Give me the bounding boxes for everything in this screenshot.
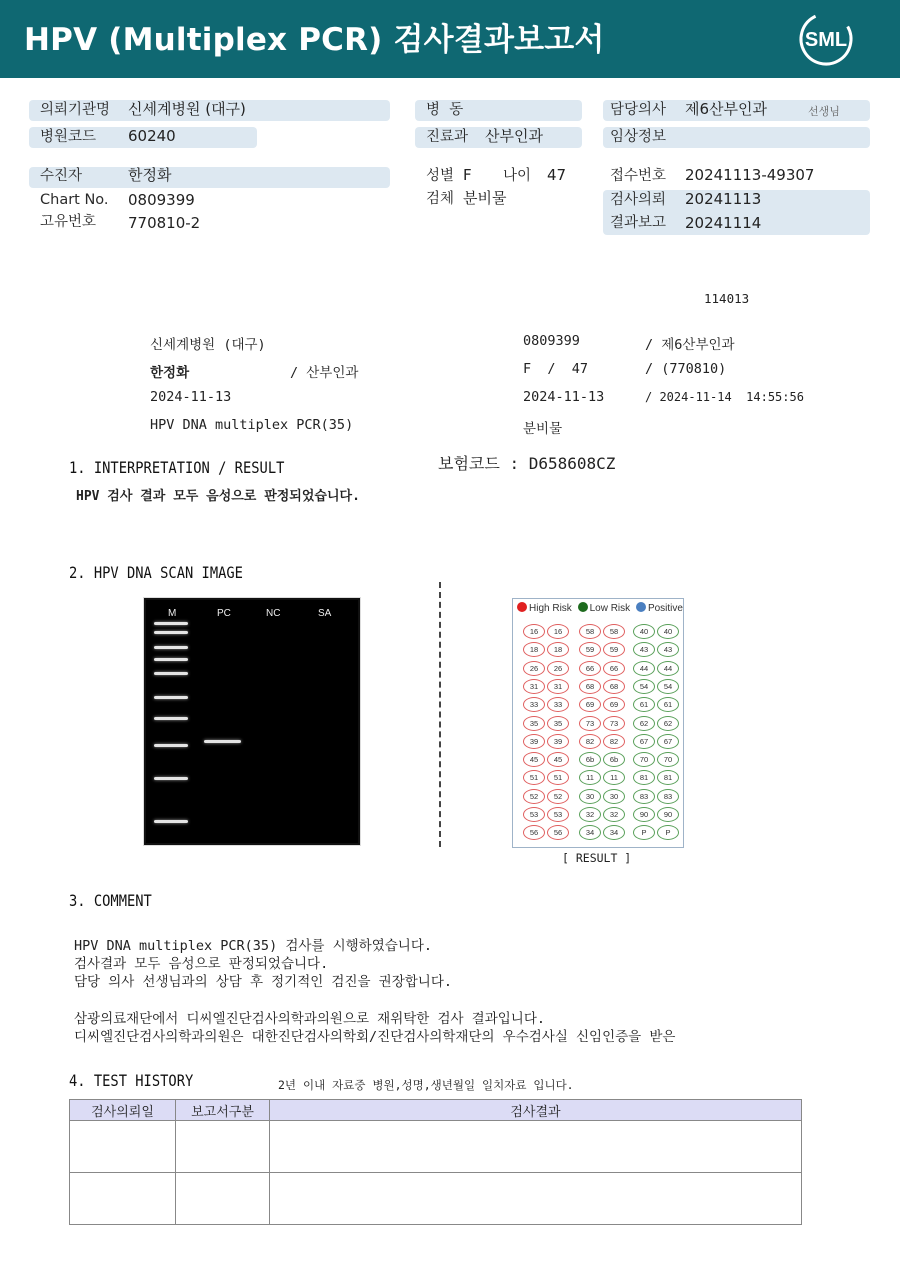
summary-sex-age: F / 47 xyxy=(523,361,589,377)
hpv-type-oval: 59 xyxy=(579,642,601,657)
hpv-type-oval: 52 xyxy=(523,789,545,804)
hpv-type-oval: 90 xyxy=(633,807,655,822)
sex-value: F xyxy=(463,166,472,184)
hpv-type-oval: 70 xyxy=(657,752,679,767)
hpv-type-oval: 11 xyxy=(603,770,625,785)
institution-value: 신세계병원 (대구) xyxy=(128,100,246,118)
comment-line: 삼광의료재단에서 디씨엘진단검사의학과의원으로 재위탁한 검사 결과입니다. xyxy=(74,1011,545,1027)
chart-value: 0809399 xyxy=(128,191,195,209)
uid-label: 고유번호 xyxy=(40,214,97,230)
hpv-type-oval: 11 xyxy=(579,770,601,785)
pc-band xyxy=(204,740,241,743)
specimen-value: 분비물 xyxy=(463,189,507,207)
doctor-value: 제6산부인과 xyxy=(685,100,767,118)
age-value: 47 xyxy=(547,166,567,184)
hpv-type-oval: 6b xyxy=(603,752,625,767)
positive-dot-icon xyxy=(636,602,646,612)
legend-high-risk: High Risk xyxy=(529,603,572,614)
reception-label: 접수번호 xyxy=(610,168,667,184)
hpv-type-oval: 44 xyxy=(633,661,655,676)
hpv-type-oval: 68 xyxy=(579,679,601,694)
age-label: 나이 xyxy=(503,168,532,184)
insurance-code: 보험코드 : D658608CZ xyxy=(438,454,616,473)
hpv-type-oval: 40 xyxy=(657,624,679,639)
legend-positive: Positive xyxy=(647,603,683,614)
section-1-title: 1. INTERPRETATION / RESULT xyxy=(69,458,285,477)
low-risk-dot-icon xyxy=(578,602,588,612)
hpv-type-oval: 52 xyxy=(547,789,569,804)
summary-doctor: / 제6산부인과 xyxy=(645,337,735,353)
hpv-type-oval: 67 xyxy=(633,734,655,749)
hpv-type-oval: 83 xyxy=(657,789,679,804)
hpv-type-oval: 39 xyxy=(547,734,569,749)
high-risk-dot-icon xyxy=(517,602,527,612)
interpretation-text: HPV 검사 결과 모두 음성으로 판정되었습니다. xyxy=(76,489,360,504)
comment-line: HPV DNA multiplex PCR(35) 검사를 시행하였습니다. xyxy=(74,938,432,954)
clinical-label: 임상정보 xyxy=(610,129,667,145)
col-report-type: 보고서구분 xyxy=(176,1100,270,1121)
gel-image xyxy=(144,598,360,845)
doctor-suffix: 선생님 xyxy=(808,105,840,118)
summary-patient: 한정화 xyxy=(150,365,190,381)
marker-band xyxy=(154,777,188,780)
test-history-table xyxy=(69,1099,802,1225)
ward-label: 병 동 xyxy=(426,102,464,118)
hpv-type-oval: 69 xyxy=(603,697,625,712)
marker-band xyxy=(154,717,188,720)
section-3-title: 3. COMMENT xyxy=(69,891,152,910)
hpv-type-oval: 69 xyxy=(579,697,601,712)
col-result: 검사결과 xyxy=(270,1100,802,1121)
patient-value: 한정화 xyxy=(128,166,172,184)
section-2-title: 2. HPV DNA SCAN IMAGE xyxy=(69,563,243,582)
hpv-type-oval: 45 xyxy=(523,752,545,767)
reception-value: 20241113-49307 xyxy=(685,166,815,184)
hpv-type-oval: 58 xyxy=(603,624,625,639)
summary-code: 114013 xyxy=(704,291,750,306)
summary-hospital: 신세계병원 (대구) xyxy=(150,337,266,353)
hpv-type-oval: 43 xyxy=(633,642,655,657)
hpv-type-oval: P xyxy=(657,825,679,840)
chart-label: Chart No. xyxy=(40,192,109,208)
hpv-type-oval: 34 xyxy=(603,825,625,840)
result-panel xyxy=(512,598,684,848)
hpv-type-oval: 45 xyxy=(547,752,569,767)
specimen-label: 검체 xyxy=(426,191,455,207)
hpv-type-oval: 59 xyxy=(603,642,625,657)
hpv-type-oval: 53 xyxy=(523,807,545,822)
uid-value: 770810-2 xyxy=(128,214,201,232)
report-header xyxy=(0,0,900,78)
request-date-value: 20241113 xyxy=(685,190,762,208)
marker-band xyxy=(154,646,188,649)
dept-label: 진료과 xyxy=(426,129,469,145)
summary-datetime: / 2024-11-14 14:55:56 xyxy=(645,390,804,404)
table-header-row xyxy=(70,1100,802,1121)
hpv-type-oval: 83 xyxy=(633,789,655,804)
hpv-type-oval: 61 xyxy=(657,697,679,712)
request-date-label: 검사의뢰 xyxy=(610,192,667,208)
hpv-type-oval: 68 xyxy=(603,679,625,694)
hpv-type-oval: 32 xyxy=(579,807,601,822)
gel-lane-label: M xyxy=(168,608,177,619)
hpv-type-oval: 81 xyxy=(657,770,679,785)
hpv-type-oval: 73 xyxy=(579,716,601,731)
hpv-type-oval: 26 xyxy=(523,661,545,676)
hpv-type-oval: 62 xyxy=(633,716,655,731)
hpv-type-oval: 81 xyxy=(633,770,655,785)
divider-dashed xyxy=(439,582,441,847)
hpv-type-oval: 90 xyxy=(657,807,679,822)
hpv-type-oval: 33 xyxy=(523,697,545,712)
gel-lane-label: SA xyxy=(318,608,332,619)
hpv-type-oval: 16 xyxy=(547,624,569,639)
hpv-type-oval: 54 xyxy=(657,679,679,694)
marker-band xyxy=(154,622,188,625)
col-request-date: 검사의뢰일 xyxy=(70,1100,176,1121)
report-title: HPV (Multiplex PCR) 검사결과보고서 xyxy=(24,22,605,58)
hpv-type-oval: 40 xyxy=(633,624,655,639)
hpv-type-oval: 33 xyxy=(547,697,569,712)
hpv-type-oval: 54 xyxy=(633,679,655,694)
comment-line: 검사결과 모두 음성으로 판정되었습니다. xyxy=(74,956,329,972)
marker-band xyxy=(154,820,188,823)
logo-text: SML xyxy=(804,29,848,51)
hpv-type-oval: 56 xyxy=(523,825,545,840)
gel-lane-label: NC xyxy=(266,608,281,619)
hpv-type-oval: 31 xyxy=(523,679,545,694)
comment-line: 담당 의사 선생님과의 상담 후 정기적인 검진을 권장합니다. xyxy=(74,974,453,990)
result-legend xyxy=(517,602,683,614)
hpv-type-oval: 30 xyxy=(579,789,601,804)
summary-test: HPV DNA multiplex PCR(35) xyxy=(150,417,354,433)
hpv-type-oval: 16 xyxy=(523,624,545,639)
marker-band xyxy=(154,658,188,661)
marker-band xyxy=(154,672,188,675)
hpv-type-oval: 66 xyxy=(603,661,625,676)
hpv-type-oval: 35 xyxy=(523,716,545,731)
history-note: 2년 이내 자료중 병원,성명,생년월일 일치자료 입니다. xyxy=(278,1078,574,1092)
report-date-value: 20241114 xyxy=(685,214,762,232)
hpv-type-oval: 70 xyxy=(633,752,655,767)
summary-specimen: 분비물 xyxy=(523,421,563,437)
sml-logo xyxy=(796,10,856,68)
sex-label: 성별 xyxy=(426,168,455,184)
doctor-label: 담당의사 xyxy=(610,102,667,118)
table-row xyxy=(70,1121,802,1173)
marker-band xyxy=(154,631,188,634)
hpv-type-oval: 67 xyxy=(657,734,679,749)
legend-low-risk: Low Risk xyxy=(589,603,631,614)
hpv-type-oval: 26 xyxy=(547,661,569,676)
result-caption: [ RESULT ] xyxy=(562,851,632,865)
hpv-type-oval: 56 xyxy=(547,825,569,840)
hpv-type-oval: 43 xyxy=(657,642,679,657)
hospital-code-label: 병원코드 xyxy=(40,129,97,145)
hpv-type-oval: 18 xyxy=(523,642,545,657)
section-4-title: 4. TEST HISTORY xyxy=(69,1071,194,1090)
gel-lane-label: PC xyxy=(217,608,231,619)
hpv-type-oval: 31 xyxy=(547,679,569,694)
hpv-type-oval: 82 xyxy=(603,734,625,749)
hpv-type-oval: 53 xyxy=(547,807,569,822)
hpv-type-oval: 39 xyxy=(523,734,545,749)
comment-line: 디씨엘진단검사의학과의원은 대한진단검사의학회/진단검사의학재단의 우수검사실 신임인증을 받은 xyxy=(74,1029,676,1045)
hpv-type-oval: 51 xyxy=(523,770,545,785)
dept-value: 산부인과 xyxy=(485,127,543,145)
hpv-type-oval: 30 xyxy=(603,789,625,804)
hospital-code-value: 60240 xyxy=(128,127,176,145)
hpv-type-oval: 32 xyxy=(603,807,625,822)
summary-dob: / (770810) xyxy=(645,361,727,377)
hpv-type-oval: P xyxy=(633,825,655,840)
hpv-type-oval: 58 xyxy=(579,624,601,639)
summary-date: 2024-11-13 xyxy=(150,389,232,405)
hpv-type-oval: 44 xyxy=(657,661,679,676)
summary-chart: 0809399 xyxy=(523,333,580,349)
patient-label: 수진자 xyxy=(40,168,83,184)
summary-date2: 2024-11-13 xyxy=(523,389,605,405)
hpv-type-oval: 73 xyxy=(603,716,625,731)
hpv-type-oval: 82 xyxy=(579,734,601,749)
hpv-type-oval: 51 xyxy=(547,770,569,785)
institution-label: 의뢰기관명 xyxy=(40,102,111,118)
marker-band xyxy=(154,696,188,699)
hpv-type-oval: 35 xyxy=(547,716,569,731)
hpv-type-oval: 34 xyxy=(579,825,601,840)
marker-band xyxy=(154,744,188,747)
hpv-type-oval: 18 xyxy=(547,642,569,657)
summary-dept: / 산부인과 xyxy=(290,365,359,381)
hpv-type-oval: 6b xyxy=(579,752,601,767)
report-date-label: 결과보고 xyxy=(610,215,667,231)
patient-row-bg xyxy=(29,167,390,188)
hpv-type-oval: 62 xyxy=(657,716,679,731)
table-row xyxy=(70,1173,802,1225)
hpv-type-oval: 66 xyxy=(579,661,601,676)
hpv-type-oval: 61 xyxy=(633,697,655,712)
